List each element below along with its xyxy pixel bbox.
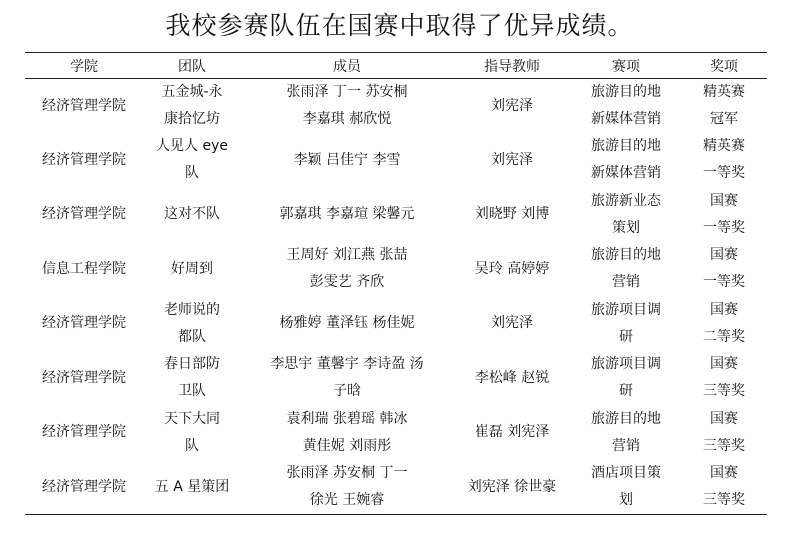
award-cell-text: 国赛 — [710, 410, 738, 427]
college-cell-text: 经济管理学院 — [42, 151, 126, 168]
college-cell-text: 经济管理学院 — [42, 206, 126, 223]
event-cell-text: 酒店项目策 — [591, 465, 661, 481]
team-cell — [143, 406, 241, 461]
members-cell-text: 彭雯艺 齐欣 — [309, 274, 385, 291]
advisor-cell — [453, 297, 571, 352]
event-cell-text: 旅游新业态 — [591, 192, 661, 209]
award-cell — [681, 133, 767, 188]
event-cell-text: 旅游项目调 — [591, 301, 661, 318]
header-award: 奖项 — [681, 53, 767, 79]
advisor-cell-text: 刘晓野 刘博 — [474, 206, 550, 223]
college-cell-text: 经济管理学院 — [42, 315, 126, 332]
advisor-cell — [453, 133, 571, 188]
college-cell-text: 经济管理学院 — [42, 478, 126, 495]
members-cell-text: 张雨泽 苏安桐 丁一 — [286, 465, 408, 481]
college-cell — [25, 460, 143, 515]
event-cell — [571, 79, 681, 134]
table-body — [25, 79, 767, 515]
advisor-cell-text: 崔磊 刘宪泽 — [474, 424, 550, 441]
members-cell — [241, 351, 453, 406]
members-cell-text: 李嘉琪 郝欣悦 — [302, 111, 392, 127]
award-cell-text: 一等奖 — [703, 219, 745, 236]
event-cell — [571, 242, 681, 297]
table-row — [25, 79, 767, 134]
advisor-cell — [453, 79, 571, 134]
college-cell — [25, 297, 143, 352]
members-cell — [241, 188, 453, 243]
event-cell-text: 旅游目的地 — [591, 247, 661, 264]
award-cell-text: 精英赛 — [703, 138, 745, 155]
award-cell-text: 国赛 — [710, 356, 738, 373]
table-row — [25, 351, 767, 406]
members-cell-text: 子晗 — [333, 383, 361, 400]
team-cell — [143, 460, 241, 515]
advisor-cell — [453, 460, 571, 515]
college-cell-text: 经济管理学院 — [42, 424, 126, 441]
event-cell-text: 研 — [619, 328, 633, 345]
event-cell-text: 旅游目的地 — [591, 84, 661, 100]
page-title: 我校参赛队伍在国赛中取得了优异成绩。 — [165, 11, 634, 40]
members-cell — [241, 242, 453, 297]
members-cell-text: 王周好 刘江燕 张喆 — [286, 247, 408, 264]
team-cell — [143, 188, 241, 243]
header-event: 赛项 — [571, 53, 681, 79]
awards-table — [25, 52, 767, 515]
event-cell — [571, 460, 681, 515]
advisor-cell-text: 刘宪泽 — [491, 315, 533, 332]
award-cell — [681, 406, 767, 461]
college-cell — [25, 188, 143, 243]
team-cell-text: 卫队 — [178, 383, 206, 400]
event-cell-text: 划 — [619, 492, 633, 508]
team-cell-text: 人见人 eye — [156, 138, 228, 155]
college-cell-text: 信息工程学院 — [42, 260, 126, 277]
team-cell-text: 五 A 星策团 — [154, 478, 230, 495]
advisor-cell-text: 吴玲 高婷婷 — [474, 260, 550, 277]
event-cell-text: 策划 — [612, 219, 640, 236]
members-cell-text: 徐光 王婉睿 — [309, 492, 385, 508]
team-cell-text: 老师说的 — [164, 301, 220, 318]
table-row — [25, 188, 767, 243]
award-cell-text: 二等奖 — [703, 328, 745, 345]
members-cell — [241, 460, 453, 515]
award-cell — [681, 188, 767, 243]
team-cell — [143, 79, 241, 134]
event-cell-text: 旅游目的地 — [591, 138, 661, 155]
event-cell — [571, 188, 681, 243]
event-cell-text: 旅游目的地 — [591, 410, 661, 427]
team-cell-text: 好周到 — [171, 260, 213, 277]
award-cell-text: 国赛 — [710, 301, 738, 318]
event-cell — [571, 133, 681, 188]
event-cell-text: 旅游项目调 — [591, 356, 661, 373]
college-cell — [25, 133, 143, 188]
team-cell-text: 队 — [185, 165, 199, 182]
college-cell-text: 经济管理学院 — [42, 97, 126, 114]
award-cell — [681, 297, 767, 352]
college-cell — [25, 406, 143, 461]
award-cell — [681, 79, 767, 134]
table-row — [25, 460, 767, 515]
award-cell-text: 国赛 — [710, 247, 738, 264]
members-cell-text: 李颖 吕佳宁 李雪 — [293, 151, 401, 168]
team-cell-text: 五金城-永 — [161, 84, 223, 100]
members-cell — [241, 406, 453, 461]
header-college: 学院 — [25, 53, 143, 79]
award-cell-text: 国赛 — [710, 465, 738, 481]
team-cell — [143, 242, 241, 297]
event-cell-text: 研 — [619, 383, 633, 400]
members-cell-text: 杨雅婷 董泽钰 杨佳妮 — [279, 315, 415, 332]
header-advisor: 指导教师 — [453, 53, 571, 79]
event-cell-text: 营销 — [612, 274, 640, 291]
college-cell-text: 经济管理学院 — [42, 369, 126, 386]
award-cell-text: 国赛 — [710, 192, 738, 209]
award-cell-text: 三等奖 — [703, 383, 745, 400]
team-cell-text: 天下大同 — [164, 410, 220, 427]
advisor-cell — [453, 406, 571, 461]
award-cell-text: 精英赛 — [703, 84, 745, 100]
advisor-cell — [453, 242, 571, 297]
team-cell-text: 康拾忆坊 — [164, 111, 220, 127]
table-row — [25, 133, 767, 188]
table-row — [25, 242, 767, 297]
advisor-cell-text: 刘宪泽 — [491, 97, 533, 114]
event-cell — [571, 297, 681, 352]
members-cell-text: 袁利瑞 张碧瑶 韩冰 — [286, 410, 408, 427]
event-cell-text: 新媒体营销 — [591, 111, 661, 127]
team-cell — [143, 133, 241, 188]
college-cell — [25, 242, 143, 297]
advisor-cell — [453, 188, 571, 243]
event-cell-text: 新媒体营销 — [591, 165, 661, 182]
table-row — [25, 297, 767, 352]
members-cell-text: 郭嘉琪 李嘉瑄 梁馨元 — [279, 206, 415, 223]
award-cell-text: 三等奖 — [703, 437, 745, 454]
team-cell-text: 队 — [185, 437, 199, 454]
header-team: 团队 — [143, 53, 241, 79]
team-cell-text: 这对不队 — [164, 206, 220, 223]
award-cell — [681, 351, 767, 406]
event-cell — [571, 351, 681, 406]
college-cell — [25, 79, 143, 134]
team-cell-text: 都队 — [178, 328, 206, 345]
members-cell — [241, 79, 453, 134]
college-cell — [25, 351, 143, 406]
event-cell-text: 营销 — [612, 437, 640, 454]
team-cell-text: 春日部防 — [164, 356, 220, 373]
members-cell-text: 张雨泽 丁一 苏安桐 — [286, 84, 408, 100]
award-cell-text: 一等奖 — [703, 274, 745, 291]
table-row — [25, 406, 767, 461]
award-cell-text: 一等奖 — [703, 165, 745, 182]
members-cell — [241, 297, 453, 352]
members-cell-text: 黄佳妮 刘雨彤 — [302, 437, 392, 454]
award-cell — [681, 242, 767, 297]
members-cell-text: 李思宇 董馨宇 李诗盈 汤 — [270, 356, 424, 373]
advisor-cell-text: 刘宪泽 — [491, 151, 533, 168]
award-cell-text: 三等奖 — [703, 492, 745, 508]
award-cell-text: 冠军 — [710, 111, 738, 127]
advisor-cell-text: 李松峰 赵锐 — [474, 369, 550, 386]
members-cell — [241, 133, 453, 188]
team-cell — [143, 297, 241, 352]
advisor-cell-text: 刘宪泽 徐世豪 — [467, 478, 557, 495]
table-header — [25, 53, 767, 79]
advisor-cell — [453, 351, 571, 406]
event-cell — [571, 406, 681, 461]
award-cell — [681, 460, 767, 515]
team-cell — [143, 351, 241, 406]
header-members: 成员 — [241, 53, 453, 79]
